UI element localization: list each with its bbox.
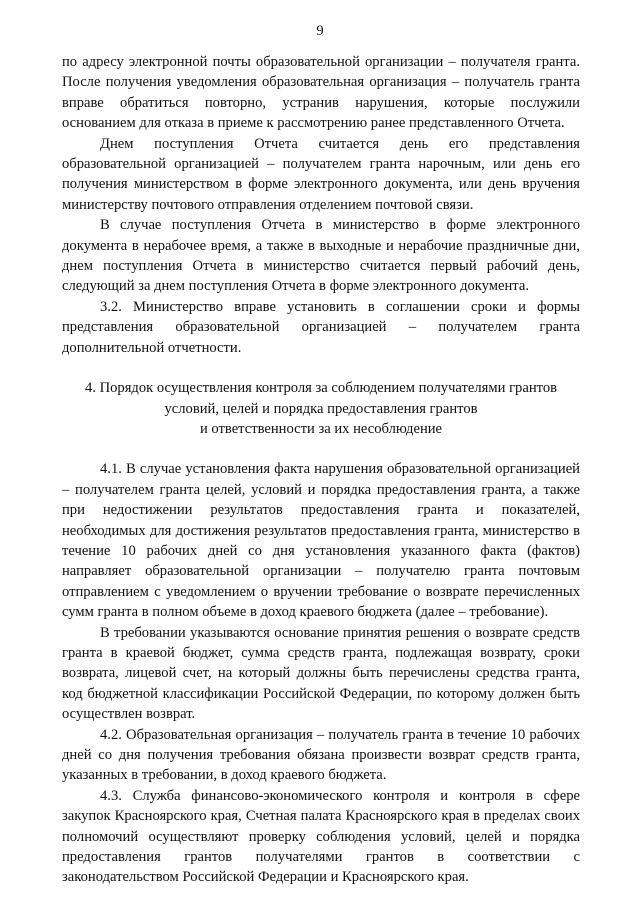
- document-body: [62, 52, 580, 888]
- section-heading-line-3: и ответственности за их несоблюдение: [199, 420, 443, 437]
- page-number: 9: [316, 23, 324, 39]
- section-heading-line-2: условий, целей и порядка предоставления грантов: [164, 400, 478, 417]
- paragraph-4-1: 4.1. В случае установления факта нарушения образовательной организацией – получателем гранта целей, условий и порядка предоставления гранта, а также при недостижении результатов предоставления гранта и показателей, необходимых для достижения результатов предоставления гранта, министерство в течение 10 рабочих дней со дня установления указанного факта (фактов) направляет образовательной организации – получателю гранта почтовым отправлением с уведомлением о вручении требование о возврате перечисленных сумм гранта в полном объеме в доход краевого бюджета (далее – требование).: [62, 461, 580, 621]
- section-heading: [62, 378, 580, 439]
- paragraph-4-2: 4.2. Образовательная организация – получатель гранта в течение 10 рабочих дней со дня получения требования обязана произвести возврат средств гранта, указанных в требовании, в доход краевого бюджета.: [62, 726, 580, 784]
- paragraph-report-receipt-day: Днем поступления Отчета считается день его представления образовательной организацией – получателем гранта нарочным, или день его получения министерством в форме электронного документа, или день вручения министерству почтового отправления отделением почтовой связи.: [62, 135, 580, 213]
- paragraph-4-3: 4.3. Служба финансово-экономического контроля и контроля в сфере закупок Красноярского края, Счетная палата Красноярского края в пределах своих полномочий осуществляют проверку соблюдения условий, целей и порядка предоставления грантов получателями грантов в соответствии с законодательством Российской Федерации и Красноярского края.: [62, 787, 580, 886]
- paragraph-report-rejection: по адресу электронной почты образовательной организации – получателя гранта. После получения уведомления образовательная организация – получатель гранта вправе обратиться повторно, устранив нарушения, которые послужили основанием для отказа в приеме к рассмотрению ранее представленного Отчета.: [62, 54, 580, 132]
- paragraph-3-2: 3.2. Министерство вправе установить в соглашении сроки и формы представления образовательной организацией – получателем гранта дополнительной отчетности.: [62, 298, 580, 356]
- paragraph-electronic-receipt: В случае поступления Отчета в министерство в форме электронного документа в нерабочее время, а также в выходные и нерабочие праздничные дни, днем поступления Отчета в министерство считается первый рабочий день, следующий за днем поступления Отчета в форме электронного документа.: [62, 217, 580, 295]
- paragraph-requirement-contents: В требовании указываются основание принятия решения о возврате средств гранта в краевой бюджет, сумма средств гранта, подлежащая возврату, сроки возврата, лицевой счет, на который должны быть перечислены средства гранта, код бюджетной классификации Российской Федерации, по которому должен быть осуществлен возврат.: [62, 624, 580, 723]
- section-heading-line-1: 4. Порядок осуществления контроля за соблюдением получателями грантов: [84, 380, 558, 397]
